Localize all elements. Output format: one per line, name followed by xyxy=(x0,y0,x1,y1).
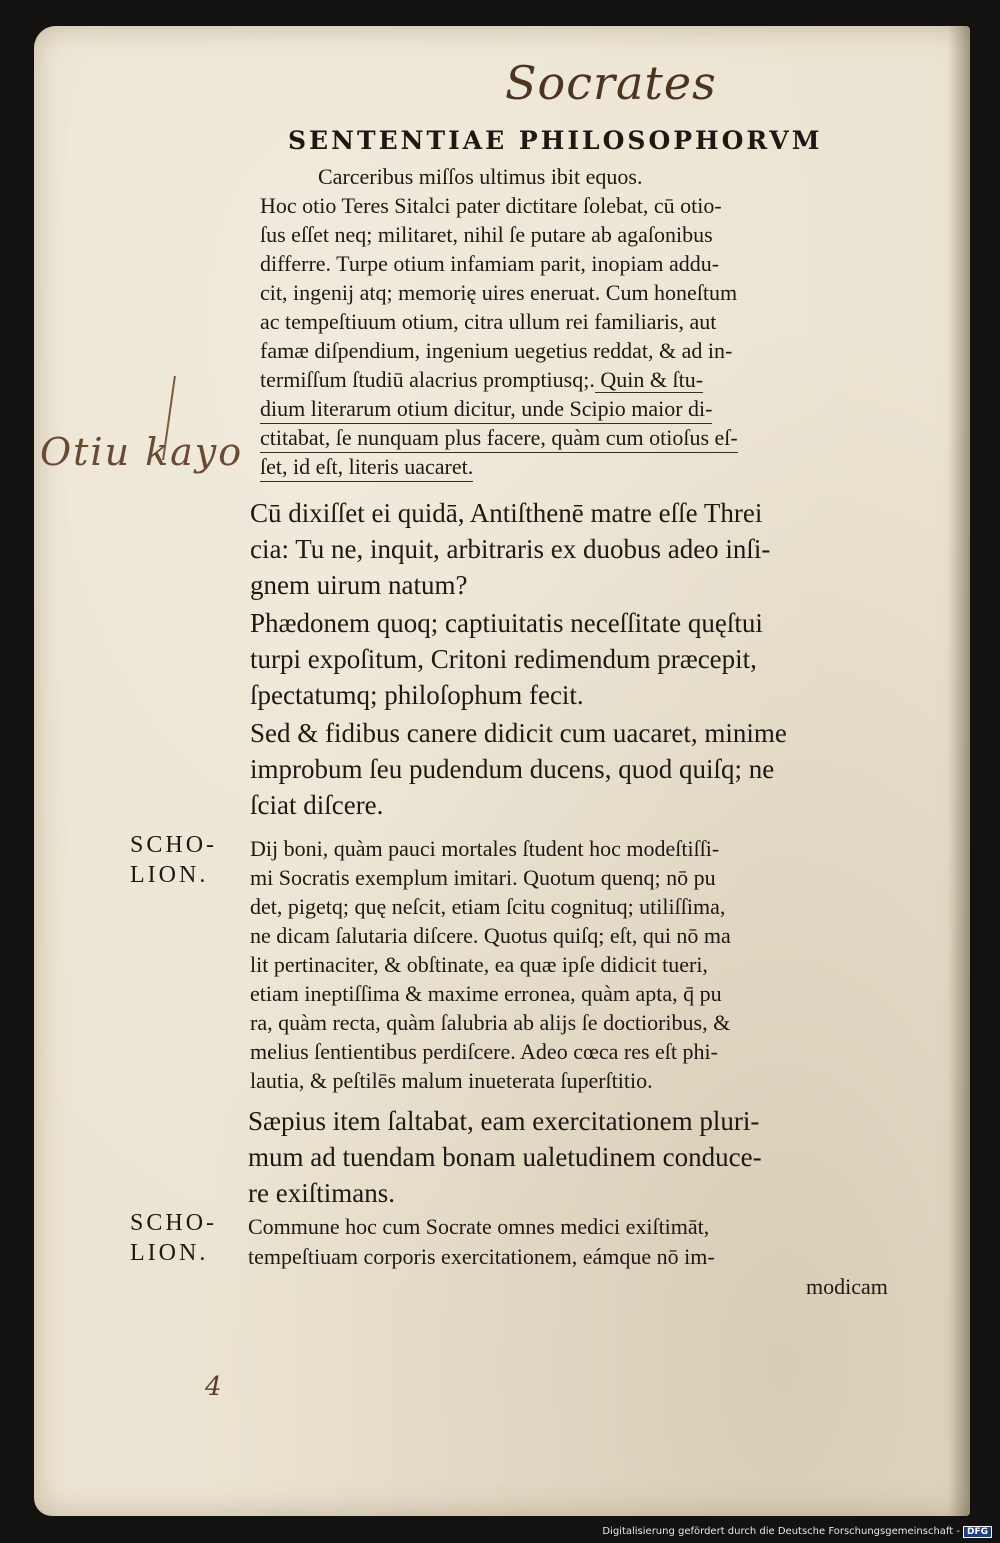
scholion-marginal-label: LION. xyxy=(130,862,209,888)
running-head: SENTENTIAE PHILOSOPHORVM xyxy=(288,126,823,155)
underlined-line: ſet, id eſt, literis uacaret. xyxy=(260,452,473,482)
footer-credit xyxy=(602,1526,992,1538)
text-line: Cū dixiſſet ei quidā, Antiſthenē matre eſſe Threi xyxy=(250,498,763,528)
text-line: ne dicam ſalutaria diſcere. Quotus quiſq; eſt, qui nō ma xyxy=(250,923,731,948)
text-line: etiam ineptiſſima & maxime erronea, quàm apta, q̄ pu xyxy=(250,981,722,1006)
text-line: Phædonem quoq; captiuitatis neceſſitate quęſtui xyxy=(250,608,763,638)
text-line: differre. Turpe otium infamiam parit, inopiam addu- xyxy=(260,251,720,276)
catchword: modicam xyxy=(806,1274,888,1299)
footer-text: Digitalisierung gefördert durch die Deutsche Forschungsgemeinschaft - xyxy=(602,1526,960,1537)
text-line: cia: Tu ne, inquit, arbitraris ex duobus adeo inſi- xyxy=(250,534,771,564)
handwritten-title: Socrates xyxy=(505,56,717,110)
text-line: famæ diſpendium, ingenium uegetius reddat, & ad in- xyxy=(260,338,733,363)
scholion-marginal-label: SCHO- xyxy=(130,1210,218,1236)
handwritten-bracket-mark xyxy=(162,376,246,460)
text-line: re exiſtimans. xyxy=(248,1178,395,1208)
page-spine-shadow xyxy=(948,26,970,1516)
text-line: melius ſentientibus perdiſcere. Adeo cœca res eſt phi- xyxy=(250,1039,718,1064)
dfg-logo: DFG xyxy=(963,1526,992,1538)
text-line: gnem uirum natum? xyxy=(250,570,468,600)
text-line: mi Socratis exemplum imitari. Quotum quenq; nō pu xyxy=(250,865,716,890)
handwritten-margin-note: Otiu kayo xyxy=(40,430,244,474)
text-line: ac tempeſtiuum otium, citra ullum rei familiaris, aut xyxy=(260,309,717,334)
text-line: ra, quàm recta, quàm ſalubria ab alijs ſe doctioribus, & xyxy=(250,1010,731,1035)
scholion-marginal-label: SCHO- xyxy=(130,832,218,858)
text-line: improbum ſeu pudendum ducens, quod quiſq; ne xyxy=(250,754,775,784)
underlined-line: dium literarum otium dicitur, unde Scipio maior di- xyxy=(260,394,712,424)
text-line: ſciat diſcere. xyxy=(250,790,384,820)
underlined-fragment: Quin & ſtu- xyxy=(594,367,704,392)
text-line: Commune hoc cum Socrate omnes medici exiſtimāt, xyxy=(248,1214,710,1239)
text-line: Sed & fidibus canere didicit cum uacaret, minime xyxy=(250,718,787,748)
text-line: det, pigetq; quę neſcit, etiam ſcitu cognituq; utiliſſima, xyxy=(250,894,726,919)
scholion-marginal-label: LION. xyxy=(130,1240,209,1266)
handwritten-foot-mark: 4 xyxy=(205,1372,222,1402)
text-line: Sæpius item ſaltabat, eam exercitationem pluri- xyxy=(248,1106,760,1136)
text-line: ſpectatumq; philoſophum fecit. xyxy=(250,680,584,710)
text-line: lautia, & peſtilēs malum inueterata ſuperſtitio. xyxy=(250,1068,653,1093)
text-line: tempeſtiuam corporis exercitationem, eámque nō im- xyxy=(248,1244,715,1269)
underlined-line: ctitabat, ſe nunquam plus facere, quàm cum otioſus eſ- xyxy=(260,423,738,453)
text-line: Hoc otio Teres Sitalci pater dictitare ſolebat, cū otio- xyxy=(260,193,722,218)
text-fragment: termiſſum ſtudiū alacrius promptiusq;. xyxy=(260,367,595,392)
text-line: mum ad tuendam bonam ualetudinem conduce- xyxy=(248,1142,762,1172)
text-line xyxy=(260,365,703,394)
text-line: turpi expoſitum, Critoni redimendum præcepit, xyxy=(250,644,757,674)
text-line: Dij boni, quàm pauci mortales ſtudent hoc modeſtiſſi- xyxy=(250,836,720,861)
text-line: ſus eſſet neq; militaret, nihil ſe putare ab agaſonibus xyxy=(260,222,713,247)
text-line: lit pertinaciter, & obſtinate, ea quæ ipſe didicit tueri, xyxy=(250,952,708,977)
text-line: Carceribus miſſos ultimus ibit equos. xyxy=(318,164,643,189)
text-line: cit, ingenij atq; memorię uires eneruat. Cum honeſtum xyxy=(260,280,738,305)
